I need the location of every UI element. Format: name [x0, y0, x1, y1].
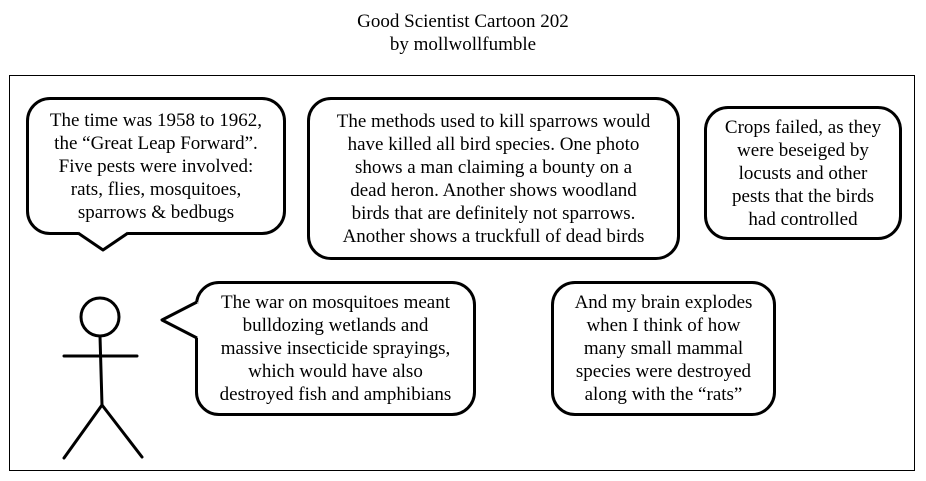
bubble-text: The war on mosquitoes meant bulldozing wetlands and massive insecticide sprayings, which would have also destroyed fish and amphibians — [219, 292, 452, 405]
bubble-text: Crops failed, as they were beseiged by locusts and other pests that the birds had controlled — [724, 116, 882, 230]
stick-figure-right-leg — [102, 405, 142, 457]
byline: by mollwollfumble — [389, 34, 537, 55]
bubble-tail — [78, 232, 128, 250]
stick-figure-body — [100, 336, 102, 405]
stick-figure-left-leg — [64, 405, 102, 458]
bubble-text: The methods used to kill sparrows would have killed all bird species. One photo shows a man claiming a bounty on a dead heron. Another shows woodland birds that are definitely not sparrows. Another shows a truckfull of dead birds — [336, 110, 651, 247]
stick-figure — [64, 298, 142, 458]
bubble-tail — [162, 302, 198, 338]
title-line: Good Scientist Cartoon 202 — [357, 11, 569, 32]
stick-figure-head — [81, 298, 119, 336]
bubble-text: The time was 1958 to 1962, the “Great Leap Forward”. Five pests were involved: rats, flies, mosquitoes, sparrows & bedbugs — [49, 109, 263, 223]
bubble-text: And my brain explodes when I think of how many small mammal species were destroyed along with the “rats” — [574, 292, 753, 405]
